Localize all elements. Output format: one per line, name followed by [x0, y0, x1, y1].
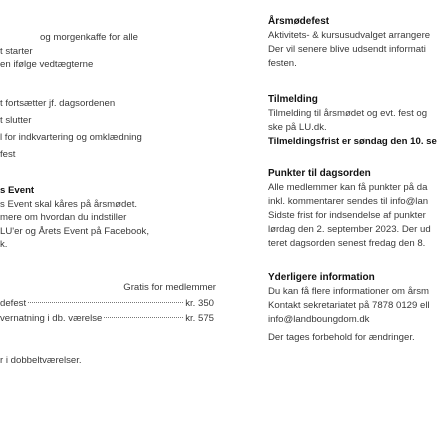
program-line: fest [0, 149, 16, 160]
section-line: Alle medlemmer kan få punkter på da [268, 182, 428, 193]
section-line: Tilmelding til årsmødet og evt. fest og [268, 108, 428, 119]
section-line: ske på LU.dk. [268, 122, 327, 133]
event-heading: s Event [0, 185, 35, 196]
section-line: Du kan få flere informationer om årsm [268, 286, 430, 297]
section-title: Årsmødefest [268, 16, 330, 27]
section-line: Aktivitets- & kursusudvalget arrangere [268, 30, 431, 41]
prices-header: Gratis for medlemmer [123, 282, 216, 293]
price-row [0, 313, 214, 326]
intro-line: en ifølge vedtægterne [0, 59, 94, 70]
program-line: t fortsætter jf. dagsordenen [0, 98, 116, 109]
section-line: Der tages forbehold for ændringer. [268, 332, 415, 343]
event-line: s Event skal kåres på årsmødet. [0, 199, 138, 210]
price-value: kr. 350 [185, 298, 214, 309]
event-line: LU'er og Årets Event på Facebook, [0, 226, 150, 237]
leader-dots [28, 302, 183, 303]
program-line: t slutter [0, 115, 32, 126]
section-line: Sidste frist for indsendelse af punkter [268, 210, 426, 221]
event-line: k. [0, 239, 8, 250]
email-link[interactable]: info@landboungdom.dk [268, 314, 370, 325]
section-line: teret dagsorden senest fredag den 8. [268, 238, 426, 249]
intro-line: t starter [0, 46, 33, 57]
section-line: lørdag den 2. september 2023. Der ud [268, 224, 431, 235]
intro-line: og morgenkaffe for alle [40, 32, 138, 43]
price-label: defest [0, 298, 27, 309]
event-line: mere om hvordan du indstiller [0, 212, 127, 223]
price-label: vernatning i db. værelse [0, 313, 103, 324]
section-line: festen. [268, 58, 297, 69]
program-line: l for indkvartering og omklædning [0, 132, 142, 143]
section-title: Tilmelding [268, 94, 318, 105]
section-title: Punkter til dagsorden [268, 168, 371, 179]
deadline-text: Tilmeldingsfrist er søndag den 10. se [268, 136, 437, 147]
section-line: inkl. kommentarer sendes til info@lan [268, 196, 429, 207]
price-value: kr. 575 [185, 313, 214, 324]
section-line: Der vil senere blive udsendt informati [268, 44, 426, 55]
section-title: Yderligere information [268, 272, 375, 283]
footer-note: r i dobbeltværelser. [0, 355, 82, 366]
price-row [0, 298, 214, 311]
section-line: Kontakt sekretariatet på 7878 0129 ell [268, 300, 430, 311]
leader-dots [104, 317, 183, 318]
